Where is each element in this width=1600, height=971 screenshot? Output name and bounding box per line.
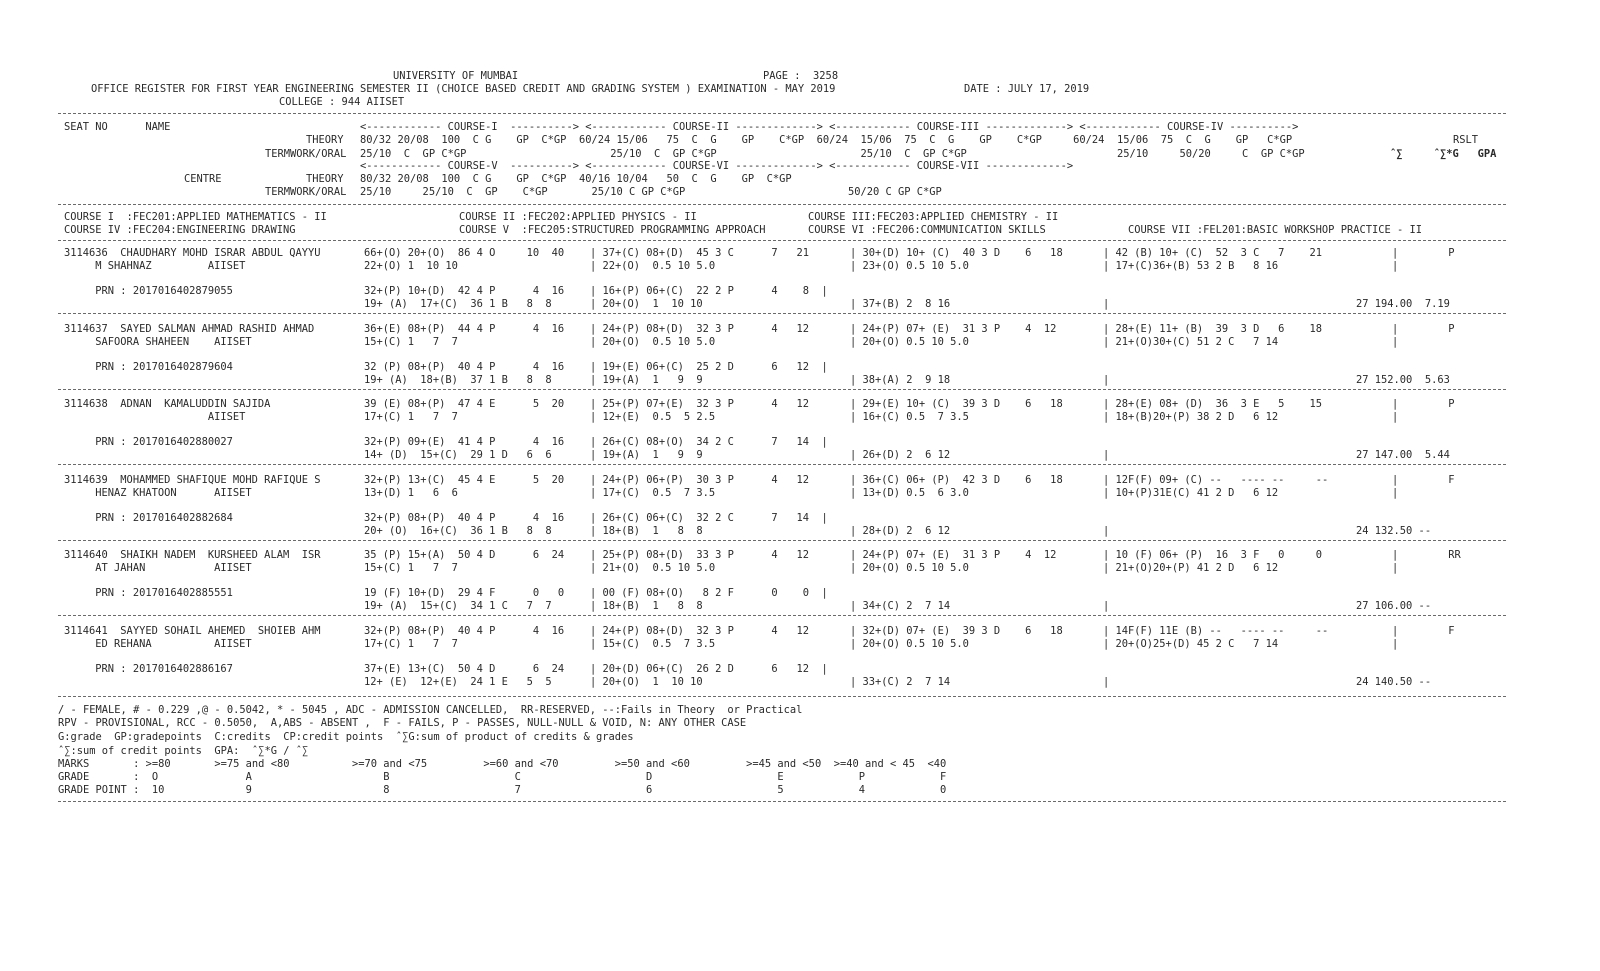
- record-l3-c2: | 26+(C) 08+(O) 34 2 C 7 14 |: [590, 436, 828, 448]
- record-l3-prn: PRN : 2017016402880027: [64, 436, 233, 448]
- record-l3-c2: | 19+(E) 06+(C) 25 2 D 6 12 |: [590, 360, 828, 373]
- record-l4-c1: 19+ (A) 15+(C) 34 1 C 7 7: [364, 600, 552, 612]
- record-l4-c3: | 38+(A) 2 9 18: [850, 373, 951, 386]
- record-l2-c4: | 20+(O)25+(D) 45 2 C 7 14: [1103, 637, 1279, 650]
- record-divider: [58, 389, 1506, 390]
- record-l1-c1: 32+(P) 08+(P) 40 4 P 4 16: [364, 624, 565, 637]
- record-l2-c1: 22+(O) 1 10 10: [364, 260, 458, 272]
- record-l1-c2: | 25+(P) 08+(D) 33 3 P 4 12: [590, 549, 809, 561]
- record-l1-c3: | 24+(P) 07+ (E) 31 3 P 4 12: [850, 549, 1057, 561]
- record-l2-c2: | 21+(O) 0.5 10 5.0: [590, 562, 716, 574]
- divider: [58, 240, 1506, 241]
- divider: [58, 801, 1506, 802]
- termwork-label: TERMWORK/ORAL: [265, 148, 347, 160]
- record-l4-bar: |: [1103, 675, 1110, 688]
- record-l1-c3: | 24+(P) 07+ (E) 31 3 P 4 12: [850, 322, 1057, 335]
- grade-marks-row: MARKS : >=80 >=75 and <80 >=70 and <75 >=60 and <70 >=50 and <60 >=45 and <50 >=40 and < 45 <40: [58, 758, 947, 770]
- page-number: PAGE : 3258: [763, 70, 839, 82]
- record-l2-c3: | 16+(C) 0.5 7 3.5: [850, 411, 969, 423]
- record-l2-c2: | 17+(C) 0.5 7 3.5: [590, 486, 716, 499]
- record-l4-c1: 12+ (E) 12+(E) 24 1 E 5 5: [364, 675, 552, 688]
- course-v-legend: COURSE V :FEC205:STRUCTURED PROGRAMMING APPROACH: [459, 224, 766, 236]
- record-l1-c2: | 24+(P) 06+(P) 30 3 P 4 12: [590, 473, 809, 486]
- record-l4-total: 24 140.50 --: [1356, 675, 1432, 688]
- seat-name-header: SEAT NO NAME: [64, 121, 171, 133]
- course-ii-legend: COURSE II :FEC202:APPLIED PHYSICS - II: [459, 211, 697, 223]
- record-l4-total: 27 106.00 --: [1356, 600, 1432, 612]
- record-l3-prn: PRN : 2017016402882684: [64, 511, 233, 524]
- record-l2-c4: | 17+(C)36+(B) 53 2 B 8 16: [1103, 260, 1279, 272]
- record-l4-c1: 20+ (O) 16+(C) 36 1 B 8 8: [364, 524, 552, 537]
- record-l1-name: 3114639 MOHAMMED SHAFIQUE MOHD RAFIQUE S: [64, 473, 321, 486]
- termwork-columns: 25/10 C GP C*GP 25/10 C GP C*GP 25/10 C GP C*GP 25/10 50/20 C GP C*GP: [360, 148, 1305, 160]
- record-l1-c4: | 14F(F) 11E (B) -- ---- -- --: [1103, 624, 1329, 637]
- record-l2-c2: | 22+(O) 0.5 10 5.0: [590, 260, 716, 272]
- record-l1-c3: | 29+(E) 10+ (C) 39 3 D 6 18: [850, 398, 1063, 410]
- record-l4-c2: | 20+(O) 1 10 10: [590, 298, 703, 310]
- record-l1-c3: | 36+(C) 06+ (P) 42 3 D 6 18: [850, 473, 1063, 486]
- record-l4-c1: 19+ (A) 17+(C) 36 1 B 8 8: [364, 298, 552, 310]
- record-l1-c4: | 12F(F) 09+ (C) -- ---- -- --: [1103, 473, 1329, 486]
- record-l1-c4: | 28+(E) 11+ (B) 39 3 D 6 18: [1103, 322, 1322, 335]
- record-l1-name: 3114640 SHAIKH NADEM KURSHEED ALAM ISR: [64, 549, 321, 561]
- record-l1-name: 3114636 CHAUDHARY MOHD ISRAR ABDUL QAYYU: [64, 247, 321, 259]
- record-l2-end: |: [1392, 562, 1399, 574]
- record-l2-c1: 15+(C) 1 7 7: [364, 335, 458, 348]
- grade-letter-row: GRADE : O A B C D E P F: [58, 771, 947, 783]
- record-l3-c1: 32+(P) 08+(P) 40 4 P 4 16: [364, 511, 565, 524]
- record-l4-bar: |: [1103, 373, 1110, 386]
- record-l2-c1: 15+(C) 1 7 7: [364, 562, 458, 574]
- record-l4-c3: | 37+(B) 2 8 16: [850, 298, 951, 310]
- record-l2-c3: | 20+(O) 0.5 10 5.0: [850, 335, 969, 348]
- record-l1-end: | F: [1392, 473, 1455, 486]
- record-l2-c3: | 23+(O) 0.5 10 5.0: [850, 260, 969, 272]
- record-l2-end: |: [1392, 260, 1399, 272]
- theory-columns: 80/32 20/08 100 C G GP C*GP 60/24 15/06 75 C G GP C*GP 60/24 15/06 75 C G GP C*GP 60/24 15/06 75 C G GP C*GP: [360, 134, 1293, 146]
- record-l2-name: ED REHANA AIISET: [64, 637, 252, 650]
- record-l1-end: | RR: [1392, 549, 1461, 561]
- termwork-columns-2: 25/10 25/10 C GP C*GP 25/10 C GP C*GP 50/20 C GP C*GP: [360, 186, 942, 198]
- record-l3-c1: 32+(P) 10+(D) 42 4 P 4 16: [364, 285, 565, 297]
- record-l2-c2: | 12+(E) 0.5 5 2.5: [590, 411, 716, 423]
- record-l2-name: HENAZ KHATOON AIISET: [64, 486, 252, 499]
- record-l2-c2: | 20+(O) 0.5 10 5.0: [590, 335, 716, 348]
- record-l4-bar: |: [1103, 449, 1110, 461]
- college-name: COLLEGE : 944 AIISET: [279, 96, 405, 108]
- record-l3-c2: | 26+(C) 06+(C) 32 2 C 7 14 |: [590, 511, 828, 524]
- record-l3-c2: | 20+(D) 06+(C) 26 2 D 6 12 |: [590, 662, 828, 675]
- legend-line: ˆ∑:sum of credit points GPA: ˆ∑*G / ˆ∑: [58, 745, 309, 757]
- record-l2-c1: 17+(C) 1 7 7: [364, 637, 458, 650]
- record-l3-prn: PRN : 2017016402886167: [64, 662, 233, 675]
- course-vii-legend: COURSE VII :FEL201:BASIC WORKSHOP PRACTICE - II: [1128, 224, 1423, 236]
- termwork-label-2: TERMWORK/ORAL: [265, 186, 347, 198]
- record-l3-c1: 19 (F) 10+(D) 29 4 F 0 0: [364, 587, 565, 599]
- record-l4-total: 27 152.00 5.63: [1356, 373, 1450, 386]
- record-l1-c3: | 30+(D) 10+ (C) 40 3 D 6 18: [850, 247, 1063, 259]
- record-l3-c2: | 16+(P) 06+(C) 22 2 P 4 8 |: [590, 285, 828, 297]
- record-l4-c3: | 33+(C) 2 7 14: [850, 675, 951, 688]
- record-l1-c1: 39 (E) 08+(P) 47 4 E 5 20: [364, 398, 565, 410]
- record-l4-c2: | 19+(A) 1 9 9: [590, 373, 703, 386]
- record-l2-name: AT JAHAN AIISET: [64, 562, 252, 574]
- record-l3-c1: 32+(P) 09+(E) 41 4 P 4 16: [364, 436, 565, 448]
- result-header: RSLT: [1453, 134, 1479, 146]
- record-l2-name: M SHAHNAZ AIISET: [64, 260, 246, 272]
- centre-header: CENTRE: [184, 173, 222, 185]
- record-l2-c4: | 10+(P)31E(C) 41 2 D 6 12: [1103, 486, 1279, 499]
- record-l1-c4: | 10 (F) 06+ (P) 16 3 F 0 0: [1103, 549, 1322, 561]
- record-l1-c2: | 37+(C) 08+(D) 45 3 C 7 21: [590, 247, 809, 259]
- record-l4-c1: 19+ (A) 18+(B) 37 1 B 8 8: [364, 373, 552, 386]
- record-l1-name: 3114641 SAYYED SOHAIL AHEMED SHOIEB AHM: [64, 624, 321, 637]
- record-l1-c1: 36+(E) 08+(P) 44 4 P 4 16: [364, 322, 565, 335]
- record-divider: [58, 313, 1506, 314]
- record-l2-end: |: [1392, 335, 1399, 348]
- course-vi-legend: COURSE VI :FEC206:COMMUNICATION SKILLS: [808, 224, 1046, 236]
- divider: [58, 113, 1506, 114]
- record-l1-end: | P: [1392, 398, 1455, 410]
- record-l1-c3: | 32+(D) 07+ (E) 39 3 D 6 18: [850, 624, 1063, 637]
- divider: [58, 696, 1506, 697]
- legend-line: G:grade GP:gradepoints C:credits CP:credit points ˆ∑G:sum of product of credits & grades: [58, 731, 634, 743]
- record-divider: [58, 464, 1506, 465]
- record-l3-prn: PRN : 2017016402885551: [64, 587, 233, 599]
- record-l4-c2: | 20+(O) 1 10 10: [590, 675, 703, 688]
- record-l2-c4: | 18+(B)20+(P) 38 2 D 6 12: [1103, 411, 1279, 423]
- record-l1-c4: | 42 (B) 10+ (C) 52 3 C 7 21: [1103, 247, 1322, 259]
- record-l2-name: SAFOORA SHAHEEN AIISET: [64, 335, 252, 348]
- record-l4-c3: | 34+(C) 2 7 14: [850, 600, 951, 612]
- record-l1-c2: | 24+(P) 08+(D) 32 3 P 4 12: [590, 322, 809, 335]
- record-l1-end: | P: [1392, 247, 1455, 259]
- record-l2-c3: | 20+(O) 0.5 10 5.0: [850, 562, 969, 574]
- record-l2-end: |: [1392, 637, 1399, 650]
- record-l4-bar: |: [1103, 600, 1110, 612]
- legend-line: / - FEMALE, # - 0.229 ,@ - 0.5042, * - 5045 , ADC - ADMISSION CANCELLED, RR-RESERVED, --:Fails in Theory or Practical: [58, 704, 803, 716]
- record-l1-name: 3114638 ADNAN KAMALUDDIN SAJIDA: [64, 398, 271, 410]
- divider: [58, 204, 1506, 205]
- record-l2-end: |: [1392, 411, 1399, 423]
- record-l1-c1: 35 (P) 15+(A) 50 4 D 6 24: [364, 549, 565, 561]
- record-l4-bar: |: [1103, 524, 1110, 537]
- theory-columns-2: 80/32 20/08 100 C G GP C*GP 40/16 10/04 50 C G GP C*GP: [360, 173, 792, 185]
- report-date: DATE : JULY 17, 2019: [964, 83, 1090, 95]
- record-l1-end: | P: [1392, 322, 1455, 335]
- record-l2-c3: | 20+(O) 0.5 10 5.0: [850, 637, 969, 650]
- course-v-vii-header: <------------ COURSE-V ----------> <------------ COURSE-VI -------------> <------------ COURSE-VII ------------->: [360, 160, 1074, 172]
- record-l3-prn: PRN : 2017016402879604: [64, 360, 233, 373]
- record-l4-total: 24 132.50 --: [1356, 524, 1432, 537]
- record-l4-c3: | 26+(D) 2 6 12: [850, 449, 951, 461]
- record-l4-c3: | 28+(D) 2 6 12: [850, 524, 951, 537]
- record-l2-c1: 13+(D) 1 6 6: [364, 486, 458, 499]
- record-l1-c1: 32+(P) 13+(C) 45 4 E 5 20: [364, 473, 565, 486]
- record-l3-c1: 32 (P) 08+(P) 40 4 P 4 16: [364, 360, 565, 373]
- course-iv-legend: COURSE IV :FEC204:ENGINEERING DRAWING: [64, 224, 296, 236]
- record-l1-name: 3114637 SAYED SALMAN AHMAD RASHID AHMAD: [64, 322, 315, 335]
- record-l2-c4: | 21+(O)30+(C) 51 2 C 7 14: [1103, 335, 1279, 348]
- record-l2-c3: | 13+(D) 0.5 6 3.0: [850, 486, 969, 499]
- office-register-title: OFFICE REGISTER FOR FIRST YEAR ENGINEERING SEMESTER II (CHOICE BASED CREDIT AND GRADING SYSTEM ) EXAMINATION - MAY 2019: [91, 83, 836, 95]
- record-l2-c1: 17+(C) 1 7 7: [364, 411, 458, 423]
- record-l2-name: AIISET: [64, 411, 246, 423]
- record-l1-end: | F: [1392, 624, 1455, 637]
- theory-label: THEORY: [306, 134, 344, 146]
- record-l4-c2: | 18+(B) 1 8 8: [590, 524, 703, 537]
- record-l1-c2: | 25+(P) 07+(E) 32 3 P 4 12: [590, 398, 809, 410]
- record-l3-prn: PRN : 2017016402879055: [64, 285, 233, 297]
- record-l1-c4: | 28+(E) 08+ (D) 36 3 E 5 15: [1103, 398, 1322, 410]
- record-l1-c1: 66+(O) 20+(O) 86 4 O 10 40: [364, 247, 565, 259]
- credit-gpa-header: ˆ∑ ˆ∑*G GPA: [1390, 148, 1497, 160]
- grade-point-row: GRADE POINT : 10 9 8 7 6 5 4 0: [58, 784, 947, 796]
- record-l4-c1: 14+ (D) 15+(C) 29 1 D 6 6: [364, 449, 552, 461]
- theory-label-2: THEORY: [306, 173, 344, 185]
- record-l4-c2: | 19+(A) 1 9 9: [590, 449, 703, 461]
- record-l2-c4: | 21+(O)20+(P) 41 2 D 6 12: [1103, 562, 1279, 574]
- record-l4-bar: |: [1103, 298, 1110, 310]
- record-l2-c2: | 15+(C) 0.5 7 3.5: [590, 637, 716, 650]
- university-title: UNIVERSITY OF MUMBAI: [393, 70, 519, 82]
- record-divider: [58, 615, 1506, 616]
- record-divider: [58, 540, 1506, 541]
- record-l4-total: 27 194.00 7.19: [1356, 298, 1450, 310]
- record-l4-total: 27 147.00 5.44: [1356, 449, 1450, 461]
- record-l4-c2: | 18+(B) 1 8 8: [590, 600, 703, 612]
- record-l1-c2: | 24+(P) 08+(D) 32 3 P 4 12: [590, 624, 809, 637]
- course-i-iv-header: <------------ COURSE-I ----------> <------------ COURSE-II -------------> <------------ COURSE-III -------------> <------------ COURSE-IV ---------->: [360, 121, 1299, 133]
- course-i-legend: COURSE I :FEC201:APPLIED MATHEMATICS - II: [64, 211, 327, 223]
- record-l3-c1: 37+(E) 13+(C) 50 4 D 6 24: [364, 662, 565, 675]
- record-l2-end: |: [1392, 486, 1399, 499]
- record-l3-c2: | 00 (F) 08+(O) 8 2 F 0 0 |: [590, 587, 828, 599]
- course-iii-legend: COURSE III:FEC203:APPLIED CHEMISTRY - II: [808, 211, 1059, 223]
- legend-line: RPV - PROVISIONAL, RCC - 0.5050, A,ABS - ABSENT , F - FAILS, P - PASSES, NULL-NULL & VOID, N: ANY OTHER CASE: [58, 717, 747, 729]
